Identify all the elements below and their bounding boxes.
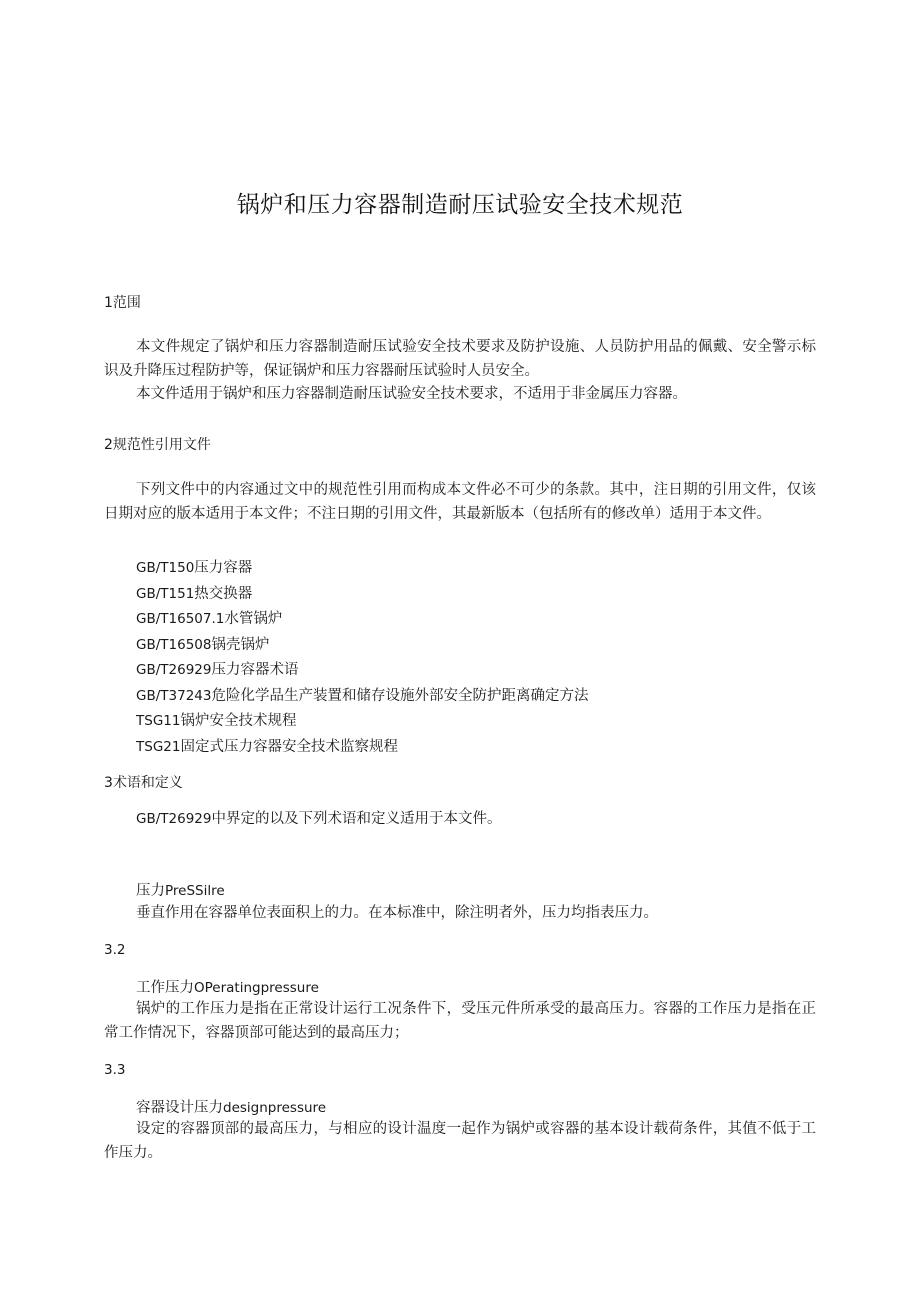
- reference-code: GB/T151: [136, 586, 195, 602]
- term-number: 3.2: [104, 942, 126, 958]
- intro-reference-code: GB/T26929: [136, 811, 212, 827]
- section-1-paragraph-2: 本文件适用于锅炉和压力容器制造耐压试验安全技术要求，不适用于非金属压力容器。: [136, 386, 687, 402]
- term-title: [136, 879, 225, 900]
- term-zh: 容器设计压力: [136, 1100, 223, 1116]
- reference-item: [136, 582, 252, 603]
- reference-code: GB/T150: [136, 560, 195, 576]
- term-title: [136, 1096, 326, 1117]
- intro-text: 中界定的以及下列术语和定义适用于本文件。: [211, 811, 502, 827]
- reference-name: 危险化学品生产装置和储存设施外部安全防护距离确定方法: [211, 688, 589, 704]
- section-2-heading: 2规范性引用文件: [104, 437, 211, 453]
- section-1-paragraph-1: 本文件规定了锅炉和压力容器制造耐压试验安全技术要求及防护设施、人员防护用品的佩戴、安全警示标识及升降压过程防护等，保证锅炉和压力容器耐压试验时人员安全。: [104, 339, 816, 379]
- reference-code: TSG21: [136, 739, 181, 755]
- reference-name: 锅壳锅炉: [211, 637, 270, 653]
- reference-name: 固定式压力容器安全技术监察规程: [180, 739, 398, 755]
- reference-code: GB/T37243: [136, 688, 212, 704]
- section-3-heading: 3术语和定义: [104, 775, 183, 791]
- section-2-paragraph-1: 下列文件中的内容通过文中的规范性引用而构成本文件必不可少的条款。其中，注日期的引用文件，仅该日期对应的版本适用于本文件；不注日期的引用文件，其最新版本（包括所有的修改单）适用于本文件。: [104, 482, 816, 522]
- reference-name: 压力容器术语: [211, 662, 299, 678]
- reference-item: [136, 735, 398, 756]
- reference-name: 热交换器: [194, 586, 253, 602]
- term-en: OPeratingpressure: [194, 980, 319, 996]
- document-title: 锅炉和压力容器制造耐压试验安全技术规范: [236, 192, 684, 218]
- reference-item: [136, 709, 296, 730]
- reference-name: 水管锅炉: [224, 611, 283, 627]
- reference-code: TSG11: [136, 713, 181, 729]
- reference-item: [136, 658, 298, 679]
- reference-item: [136, 556, 252, 577]
- reference-item: [136, 684, 588, 705]
- term-definition: 锅炉的工作压力是指在正常设计运行工况条件下，受压元件所承受的最高压力。容器的工作压力是指在正常工作情况下，容器顶部可能达到的最高压力；: [104, 1001, 816, 1041]
- term-number: 3.3: [104, 1062, 126, 1078]
- reference-name: 锅炉安全技术规程: [180, 713, 297, 729]
- term-definition: 垂直作用在容器单位表面积上的力。在本标准中，除注明者外，压力均指表压力。: [136, 905, 658, 921]
- term-en: PreSSilre: [165, 883, 225, 899]
- term-zh: 压力: [136, 883, 165, 899]
- reference-item: [136, 633, 269, 654]
- reference-name: 压力容器: [194, 560, 253, 576]
- term-en: designpressure: [223, 1100, 327, 1116]
- section-1-heading: 1范围: [104, 295, 141, 311]
- term-zh: 工作压力: [136, 980, 194, 996]
- reference-code: GB/T16507.1: [136, 611, 225, 627]
- term-definition: 设定的容器顶部的最高压力，与相应的设计温度一起作为锅炉或容器的基本设计载荷条件，其值不低于工作压力。: [104, 1121, 816, 1161]
- reference-item: [136, 607, 282, 628]
- term-title: [136, 976, 319, 997]
- reference-code: GB/T16508: [136, 637, 212, 653]
- reference-code: GB/T26929: [136, 662, 212, 678]
- section-3-intro: [136, 807, 501, 828]
